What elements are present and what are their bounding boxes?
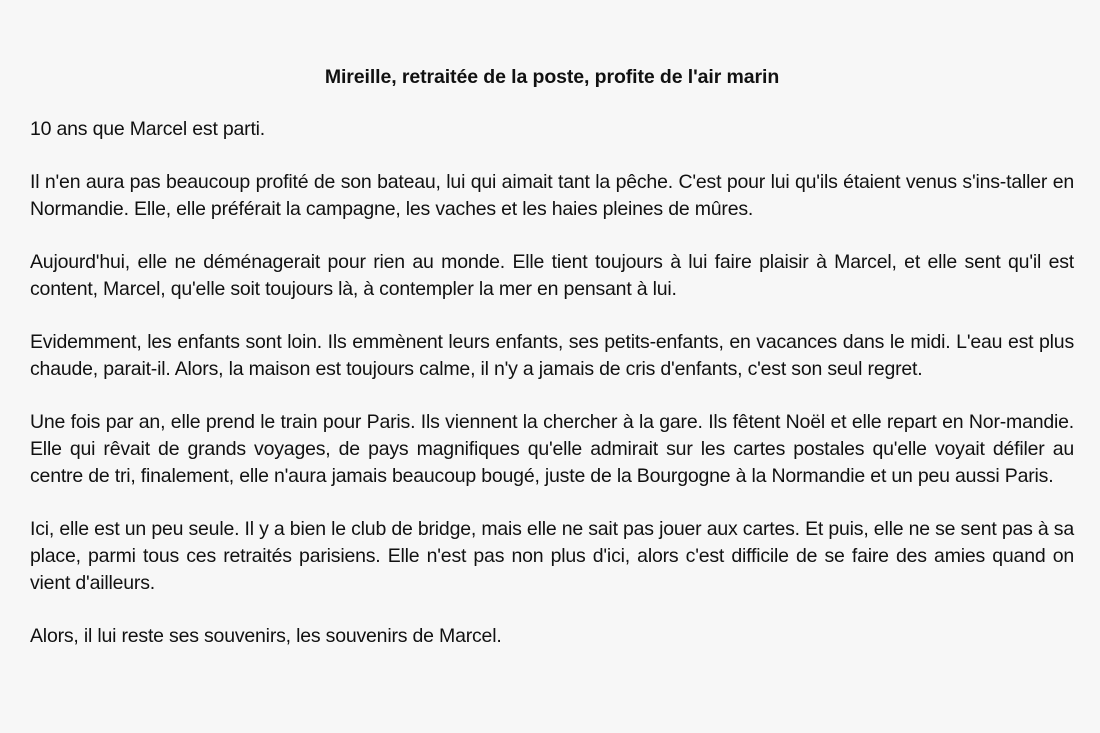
paragraph-1: 10 ans que Marcel est parti. — [30, 118, 266, 140]
paragraph-2: Il n'en aura pas beaucoup profité de son bateau, lui qui aimait tant la pêche. C'est pour lui qu'ils étaient venus s'ins-taller en Normandie. Elle, elle préférait la campagne, les vaches et les haies pleines de mûres. — [30, 171, 1074, 220]
paragraph-6: Ici, elle est un peu seule. Il y a bien le club de bridge, mais elle ne sait pas jouer aux cartes. Et puis, elle ne se sent pas à sa place, parmi tous ces retraités parisiens. Elle n'est pas non plus d'ici, alors c'est difficile de se faire des amies quand on vient d'ailleurs. — [30, 518, 1074, 594]
paragraph-4: Evidemment, les enfants sont loin. Ils emmènent leurs enfants, ses petits-enfants, en vacances dans le midi. L'eau est plus chaude, parait-il. Alors, la maison est toujours calme, il n'y a jamais de cris d'enfants, c'est son seul regret. — [30, 331, 1074, 380]
page-title: Mireille, retraitée de la poste, profite de l'air marin — [324, 66, 780, 88]
paragraph-3: Aujourd'hui, elle ne déménagerait pour rien au monde. Elle tient toujours à lui faire plaisir à Marcel, et elle sent qu'il est content, Marcel, qu'elle soit toujours là, à contempler la mer en pensant à lui. — [30, 251, 1074, 300]
paragraph-5: Une fois par an, elle prend le train pour Paris. Ils viennent la chercher à la gare. Ils fêtent Noël et elle repart en Nor-mandie. Elle qui rêvait de grands voyages, de pays magnifiques qu'elle admirait sur les cartes postales qu'elle voyait défiler au centre de tri, finalement, elle n'aura jamais beaucoup bougé, juste de la Bourgogne à la Normandie et un peu aussi Paris. — [30, 411, 1074, 487]
paragraph-7: Alors, il lui reste ses souvenirs, les souvenirs de Marcel. — [30, 625, 502, 647]
